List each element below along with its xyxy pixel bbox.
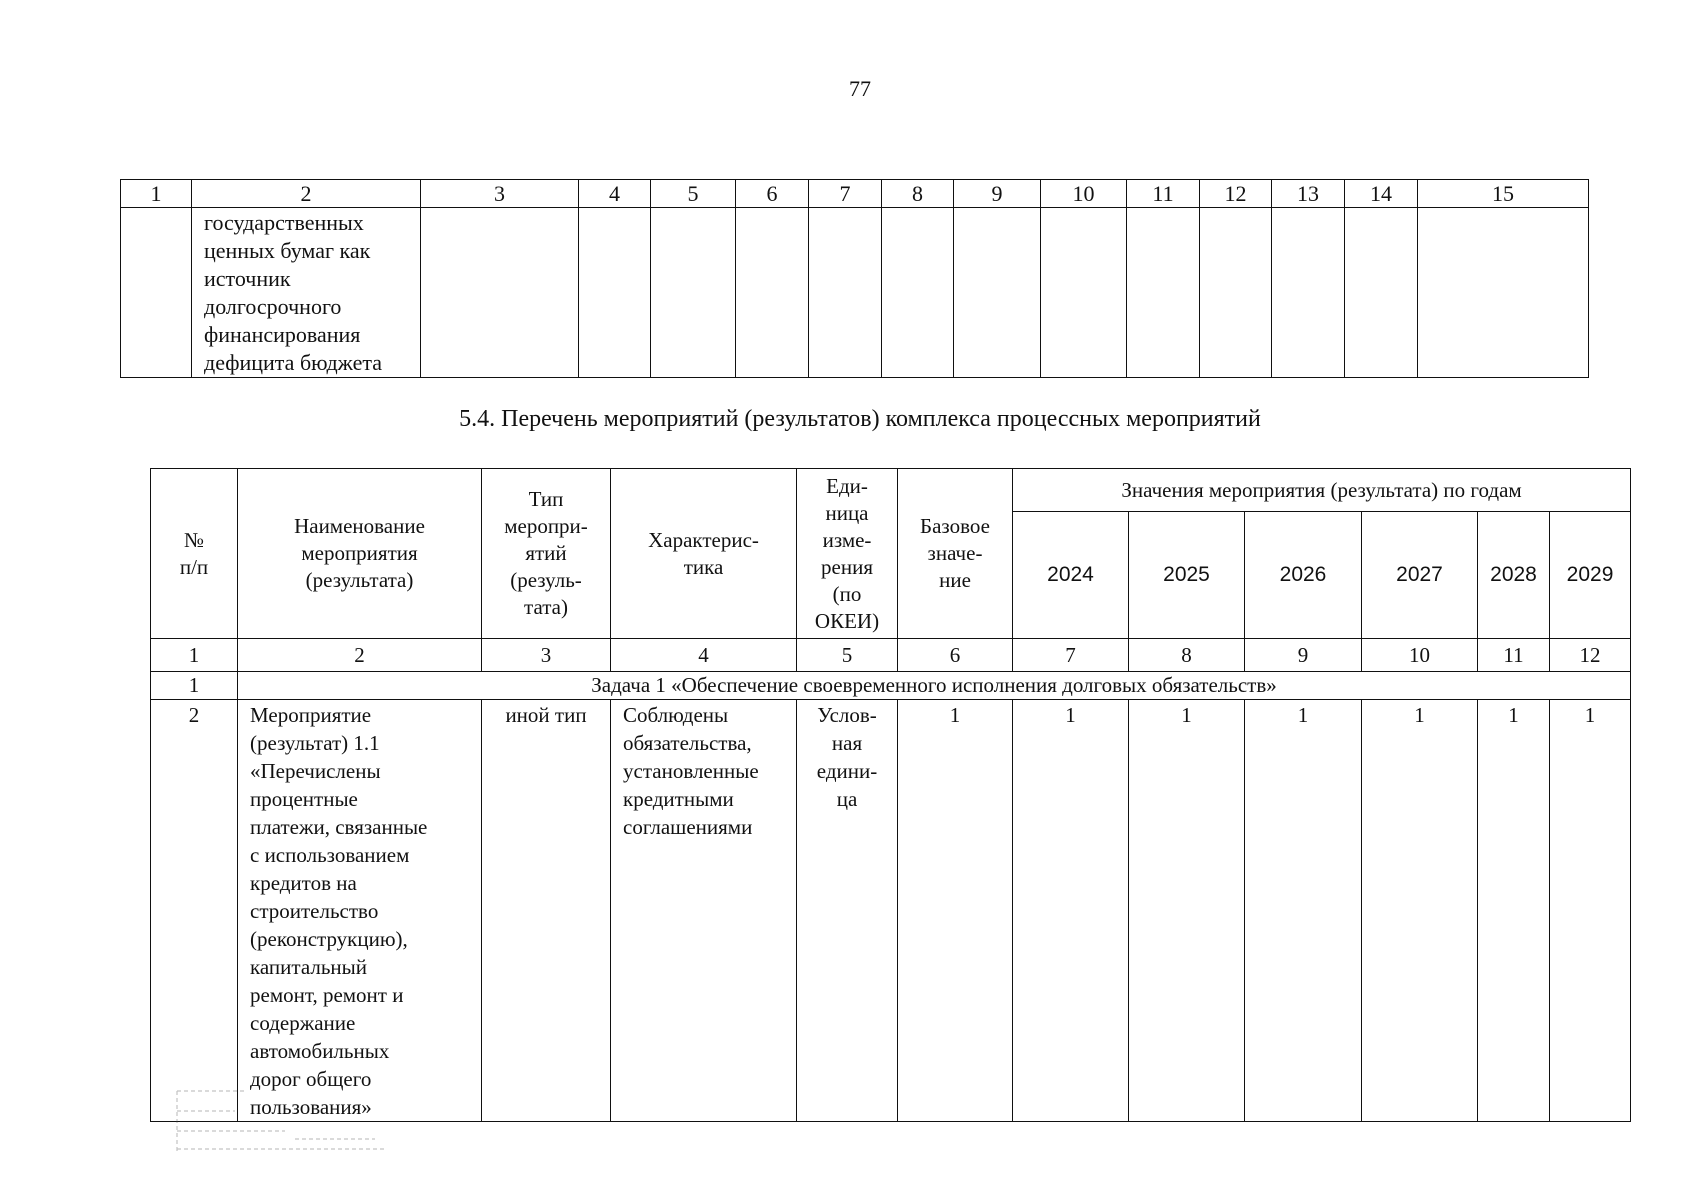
column-number: 8 [1129,639,1245,672]
header-line: Тип [528,487,564,511]
header-line: ние [939,568,971,592]
text-line: с использованием [250,843,410,867]
table-row [121,208,1589,378]
base-value: 1 [898,700,1013,1122]
measure-unit [797,700,898,1122]
header-number [151,469,238,639]
faint-stamp-mark [175,1083,390,1153]
text-line: (реконструкцию), [250,927,408,951]
column-number: 10 [1362,639,1478,672]
header-row [151,469,1631,512]
year-value: 1 [1129,700,1245,1122]
text-line: кредитными [623,787,734,811]
text-line: капитальный [250,955,367,979]
column-number: 13 [1272,180,1345,208]
header-line: Еди- [826,473,868,498]
page-number: 77 [849,76,871,101]
header-type [482,469,611,639]
table-cell [421,208,579,378]
text-line: Услов- [817,703,877,727]
table-cell [1200,208,1272,378]
measures-table [150,468,1631,1122]
column-number: 11 [1127,180,1200,208]
header-year: 2026 [1245,512,1362,639]
table-cell [1127,208,1200,378]
header-year: 2025 [1129,512,1245,639]
header-line: (результата) [305,568,414,592]
column-number: 8 [882,180,954,208]
text-line: дефицита бюджета [204,350,382,375]
text-line: кредитов на [250,871,357,895]
column-number: 12 [1200,180,1272,208]
row-number: 2 [151,700,238,1122]
header-line: Базовое [920,514,990,538]
column-number: 5 [797,639,898,672]
header-line: изме- [822,527,872,552]
header-line: ятий [525,541,567,565]
table-cell [1272,208,1345,378]
header-year: 2029 [1550,512,1631,639]
indicator-name-cell [192,208,421,378]
text-line: содержание [250,1011,356,1035]
task-row [151,672,1631,700]
table-row [151,700,1631,1122]
header-line: рения [821,554,873,579]
header-line: мероприятия [301,541,418,565]
text-line: строительство [250,899,379,923]
text-line: ца [836,787,858,811]
column-number: 6 [736,180,809,208]
text-line: процентные [250,787,358,811]
table-cell [579,208,651,378]
header-year: 2028 [1478,512,1550,639]
header-line: (по [832,581,862,606]
text-line: ценных бумаг как [204,238,371,263]
header-year: 2027 [1362,512,1478,639]
column-number-row [121,180,1589,208]
column-number: 2 [238,639,482,672]
column-number: 4 [611,639,797,672]
text-line: источник [204,266,291,291]
header-line: тика [683,554,724,579]
column-number-row [151,639,1631,672]
text-line: ремонт, ремонт и [250,983,404,1007]
header-line: значе- [927,541,983,565]
text-line: соглашениями [623,815,753,839]
year-value: 1 [1478,700,1550,1122]
year-value: 1 [1245,700,1362,1122]
year-value: 1 [1013,700,1129,1122]
text-line: пользования» [250,1095,372,1119]
measure-type: иной тип [482,700,611,1122]
text-line: дорог общего [250,1067,372,1091]
header-line: ница [825,500,869,525]
measure-name-cell [238,700,482,1122]
text-line: Соблюдены [623,703,729,727]
text-line: государственных [204,210,364,235]
table-cell [736,208,809,378]
text-line: долгосрочного [204,294,342,319]
table-cell [954,208,1041,378]
text-line: обязательства, [623,731,752,755]
text-line: платежи, связанные [250,815,428,839]
header-line: (резуль- [510,568,582,592]
column-number: 2 [192,180,421,208]
header-characteristic [611,469,797,639]
column-number: 5 [651,180,736,208]
table-cell [651,208,736,378]
table-cell [121,208,192,378]
header-line: № [183,527,205,552]
year-value: 1 [1550,700,1631,1122]
column-number: 3 [482,639,611,672]
header-name [238,469,482,639]
year-value: 1 [1362,700,1478,1122]
column-number: 12 [1550,639,1631,672]
header-line: Наименование [294,514,425,538]
column-number: 10 [1041,180,1127,208]
column-number: 6 [898,639,1013,672]
table-cell [809,208,882,378]
measure-characteristic [611,700,797,1122]
column-number: 7 [809,180,882,208]
column-number: 11 [1478,639,1550,672]
column-number: 14 [1345,180,1418,208]
column-number: 15 [1418,180,1589,208]
column-number: 9 [1245,639,1362,672]
text-line: (результат) 1.1 [250,731,380,755]
header-line: п/п [179,554,209,579]
header-year: 2024 [1013,512,1129,639]
task-title: Задача 1 «Обеспечение своевременного исполнения долговых обязательств» [238,672,1631,700]
continuation-table [120,179,1589,378]
header-values-by-year: Значения мероприятия (результата) по годам [1013,469,1631,512]
table-cell [1345,208,1418,378]
column-number: 7 [1013,639,1129,672]
text-line: ная [831,731,863,755]
header-line: ОКЕИ) [814,608,880,633]
table-cell [882,208,954,378]
table-cell [1418,208,1589,378]
header-base-value [898,469,1013,639]
text-line: установленные [623,759,759,783]
column-number: 1 [121,180,192,208]
column-number: 9 [954,180,1041,208]
header-unit [797,469,898,639]
text-line: Мероприятие [250,703,372,727]
task-number: 1 [151,672,238,700]
text-line: финансирования [204,322,361,347]
text-line: автомобильных [250,1039,390,1063]
column-number: 1 [151,639,238,672]
text-line: «Перечислены [250,759,381,783]
header-line: меропри- [504,514,588,538]
table-cell [1041,208,1127,378]
header-line: тата) [524,595,568,619]
section-title: 5.4. Перечень мероприятий (результатов) комплекса процессных мероприятий [459,406,1261,432]
header-line: Характерис- [648,527,759,552]
column-number: 4 [579,180,651,208]
text-line: едини- [816,759,878,783]
column-number: 3 [421,180,579,208]
